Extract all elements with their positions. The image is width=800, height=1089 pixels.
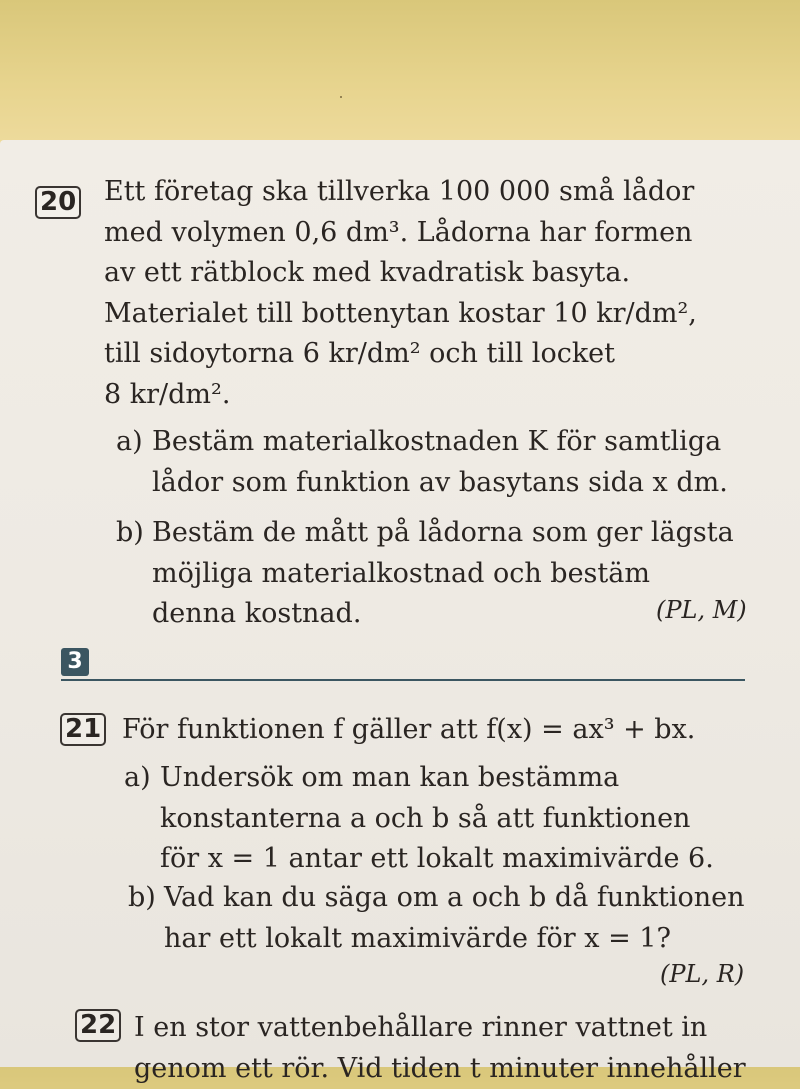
- part-text: [152, 422, 728, 503]
- problem-number-21: 21: [60, 713, 106, 746]
- part-text: [152, 513, 734, 635]
- part-line: Bestäm de mått på lådorna som ger lägsta: [152, 513, 734, 554]
- part-line: Bestäm materialkostnaden K för samtliga: [152, 422, 728, 463]
- part-label: b): [128, 878, 156, 919]
- problem-21-reference: (PL, R): [660, 960, 744, 988]
- part-line: denna kostnad.: [152, 594, 734, 635]
- problem-line: av ett rätblock med kvadratisk basyta.: [104, 253, 697, 294]
- part-line: har ett lokalt maximivärde för x = 1?: [164, 919, 745, 960]
- problem-line: genom ett rör. Vid tiden t minuter innehåller: [134, 1049, 746, 1089]
- problem-20-reference: (PL, M): [656, 596, 747, 624]
- problem-line: till sidoytorna 6 kr/dm² och till locket: [104, 334, 697, 375]
- part-label: a): [124, 758, 151, 799]
- paper-speck: [340, 96, 342, 98]
- problem-line: För funktionen f gäller att f(x) = ax³ + bx.: [122, 710, 695, 751]
- part-line: Undersök om man kan bestämma: [160, 758, 714, 799]
- problem-line: Materialet till bottenytan kostar 10 kr/dm²,: [104, 294, 697, 335]
- problem-21-text: [122, 710, 695, 751]
- part-line: Vad kan du säga om a och b då funktionen: [164, 878, 745, 919]
- section-marker: 3: [61, 648, 89, 676]
- problem-number-20: 20: [35, 186, 81, 219]
- part-label: b): [116, 513, 144, 554]
- problem-20-text: [104, 172, 697, 415]
- problem-22-text: [134, 1008, 746, 1089]
- section-divider: [61, 679, 745, 681]
- problem-number-22: 22: [75, 1009, 121, 1042]
- part-line: konstanterna a och b så att funktionen: [160, 799, 714, 840]
- part-text: [164, 878, 745, 959]
- textbook-page: [0, 140, 800, 1067]
- part-line: möjliga materialkostnad och bestäm: [152, 554, 734, 595]
- problem-line: I en stor vattenbehållare rinner vattnet in: [134, 1008, 746, 1049]
- problem-line: 8 kr/dm².: [104, 375, 697, 416]
- problem-line: med volymen 0,6 dm³. Lådorna har formen: [104, 213, 697, 254]
- problem-line: Ett företag ska tillverka 100 000 små lådor: [104, 172, 697, 213]
- part-line: för x = 1 antar ett lokalt maximivärde 6.: [160, 839, 714, 880]
- part-label: a): [116, 422, 143, 463]
- part-line: lådor som funktion av basytans sida x dm.: [152, 463, 728, 504]
- part-text: [160, 758, 714, 880]
